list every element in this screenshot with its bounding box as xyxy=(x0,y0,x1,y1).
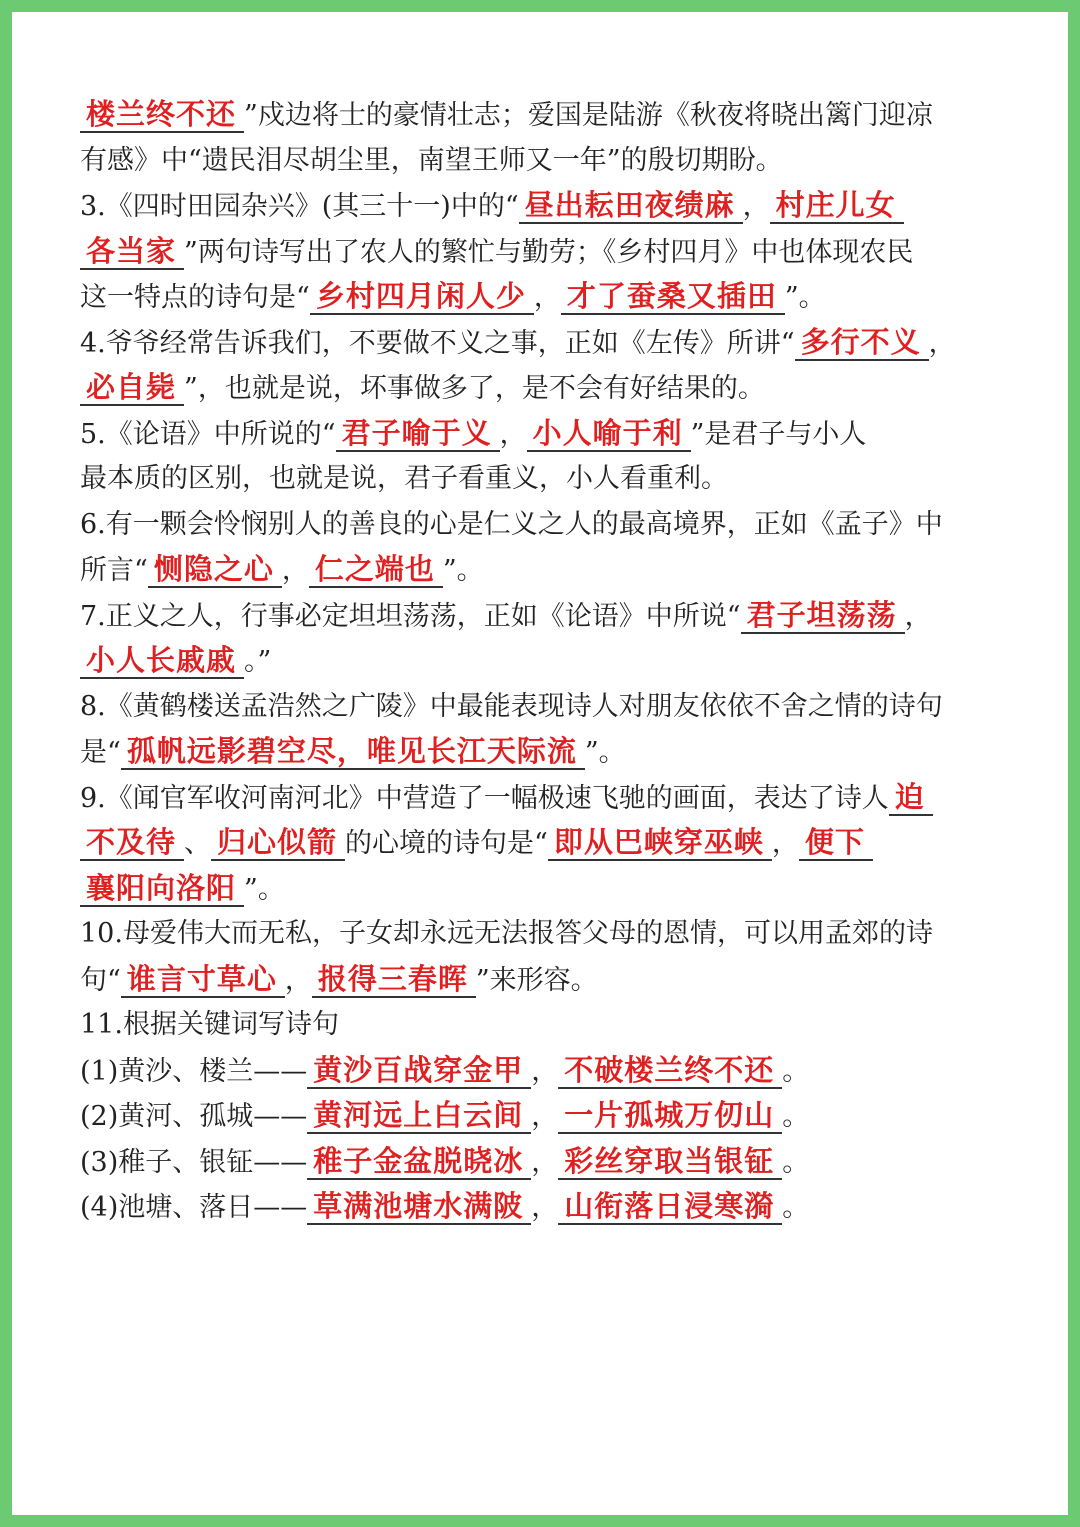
question-text: ”来形容。 xyxy=(475,964,598,996)
text-line xyxy=(80,92,1016,138)
text-line xyxy=(80,820,1016,866)
question-text: 5.《论语》中所说的“ xyxy=(80,418,336,450)
text-line xyxy=(80,1093,1016,1139)
answer-blank: 楼兰终不还 xyxy=(80,97,244,133)
text-line xyxy=(80,911,1016,957)
question-text: 是“ xyxy=(80,737,121,768)
text-line xyxy=(80,638,1016,684)
text-line xyxy=(80,502,1016,548)
question-text: ”，也就是说，坏事做多了，是不会有好结果的。 xyxy=(184,373,765,404)
answer-blank: 便下 xyxy=(799,825,873,861)
worksheet-page xyxy=(12,12,1068,1515)
question-text: 8.《黄鹤楼送孟浩然之广陵》中最能表现诗人对朋友依依不舍之情的诗句 xyxy=(80,690,943,722)
answer-blank: 谁言寸草心 xyxy=(121,962,285,998)
question-text: 有感》中“遗民泪尽胡尘里，南望王师又一年”的殷切期盼。 xyxy=(80,144,783,176)
answer-blank: 山衔落日浸寒漪 xyxy=(558,1189,782,1225)
question-text: 。” xyxy=(244,646,272,677)
answer-blank: 昼出耘田夜绩麻 xyxy=(519,188,743,224)
question-text: 11.根据关键词写诗句 xyxy=(80,1009,339,1040)
text-line xyxy=(80,274,1016,320)
answer-blank: 才了蚕桑又插田 xyxy=(561,279,785,315)
answer-blank: 稚子金盆脱晓冰 xyxy=(307,1144,531,1180)
question-text: ， xyxy=(531,1055,559,1087)
text-line xyxy=(80,684,1016,730)
question-text: ”是君子与小人 xyxy=(690,418,867,450)
question-text: 。 xyxy=(782,1192,810,1223)
answer-blank: 仁之端也 xyxy=(309,552,443,588)
answer-blank: 小人喻于利 xyxy=(527,416,691,452)
question-text: 这一特点的诗句是“ xyxy=(80,282,310,313)
text-line xyxy=(80,957,1016,1003)
question-text: ”。 xyxy=(442,555,484,586)
text-line xyxy=(80,1139,1016,1185)
text-line xyxy=(80,593,1016,639)
answer-blank: 孤帆远影碧空尽，唯见长江天际流 xyxy=(121,734,585,770)
text-line xyxy=(80,320,1016,366)
question-text: ， xyxy=(742,191,770,222)
question-text: 句“ xyxy=(80,964,121,996)
text-line xyxy=(80,138,1016,184)
question-text: (2)黄河、孤城—— xyxy=(80,1101,308,1132)
answer-blank: 各当家 xyxy=(80,234,184,270)
answer-blank: 黄河远上白云间 xyxy=(307,1098,531,1134)
question-text: 。 xyxy=(782,1055,810,1087)
answer-blank: 彩丝穿取当银钲 xyxy=(558,1144,782,1180)
answer-blank: 君子喻于义 xyxy=(336,416,500,452)
question-text: ， xyxy=(531,1101,559,1132)
answer-blank: 必自毙 xyxy=(80,370,184,406)
text-line xyxy=(80,411,1016,457)
answer-blank: 多行不义 xyxy=(795,325,929,361)
text-line xyxy=(80,365,1016,411)
question-text: 所言“ xyxy=(80,555,148,586)
text-line xyxy=(80,229,1016,275)
question-text: 3.《四时田园杂兴》(其三十一)中的“ xyxy=(80,191,519,222)
text-line xyxy=(80,775,1016,821)
question-text: 6.有一颗会怜悯别人的善良的心是仁义之人的最高境界，正如《孟子》中 xyxy=(80,508,943,540)
question-text: (4)池塘、落日—— xyxy=(80,1192,308,1223)
question-text: 、 xyxy=(184,828,212,859)
question-text: ， xyxy=(281,555,309,586)
text-line xyxy=(80,183,1016,229)
text-line xyxy=(80,456,1016,502)
text-line xyxy=(80,866,1016,912)
worksheet-content xyxy=(80,92,1016,1230)
question-text: ”。 xyxy=(244,873,285,905)
question-text: 10.母爱伟大而无私，子女却永远无法报答父母的恩情，可以用孟郊的诗 xyxy=(80,918,933,949)
answer-blank: 襄阳向洛阳 xyxy=(80,871,244,907)
text-line xyxy=(80,1184,1016,1230)
text-line xyxy=(80,1002,1016,1048)
text-line xyxy=(80,1048,1016,1094)
answer-blank: 迫 xyxy=(889,780,933,816)
answer-blank: 小人长戚戚 xyxy=(80,643,244,679)
question-text: 最本质的区别，也就是说，君子看重义，小人看重利。 xyxy=(80,463,728,494)
question-text: (3)稚子、银钲—— xyxy=(80,1146,308,1178)
question-text: ”。 xyxy=(784,282,826,313)
question-text: ， xyxy=(531,1146,559,1178)
answer-blank: 君子坦荡荡 xyxy=(741,598,905,634)
answer-blank: 村庄儿女 xyxy=(770,188,904,224)
text-line xyxy=(80,729,1016,775)
answer-blank: 即从巴峡穿巫峡 xyxy=(548,825,772,861)
question-text: ， xyxy=(533,282,561,313)
question-text: ”戍边将士的豪情壮志；爱国是陆游《秋夜将晓出篱门迎凉 xyxy=(244,100,933,131)
answer-blank: 乡村四月闲人少 xyxy=(310,279,534,315)
question-text: 。 xyxy=(782,1146,810,1178)
question-text: ， xyxy=(904,600,932,632)
question-text: ”两句诗写出了农人的繁忙与勤劳；《乡村四月》中也体现农民 xyxy=(184,236,914,268)
question-text: 。 xyxy=(782,1101,810,1132)
question-text: 的心境的诗句是“ xyxy=(345,828,548,859)
answer-blank: 归心似箭 xyxy=(211,825,345,861)
question-text: ”。 xyxy=(584,737,626,768)
question-text: ， xyxy=(771,828,799,859)
answer-blank: 黄沙百战穿金甲 xyxy=(307,1053,531,1089)
answer-blank: 一片孤城万仞山 xyxy=(558,1098,782,1134)
question-text: 4.爷爷经常告诉我们，不要做不义之事，正如《左传》所讲“ xyxy=(80,327,795,359)
question-text: ， xyxy=(531,1192,559,1223)
question-text: ， xyxy=(928,327,956,359)
question-text: ， xyxy=(284,964,312,996)
answer-blank: 不破楼兰终不还 xyxy=(558,1053,782,1089)
question-text: 9.《闻官军收河南河北》中营造了一幅极速飞驰的画面，表达了诗人 xyxy=(80,782,889,814)
question-text: 7.正义之人，行事必定坦坦荡荡，正如《论语》中所说“ xyxy=(80,600,741,632)
answer-blank: 恻隐之心 xyxy=(148,552,282,588)
answer-blank: 报得三春晖 xyxy=(312,962,476,998)
text-line xyxy=(80,547,1016,593)
question-text: ， xyxy=(499,418,527,450)
answer-blank: 不及待 xyxy=(80,825,184,861)
question-text: (1)黄沙、楼兰—— xyxy=(80,1055,308,1087)
answer-blank: 草满池塘水满陂 xyxy=(307,1189,531,1225)
